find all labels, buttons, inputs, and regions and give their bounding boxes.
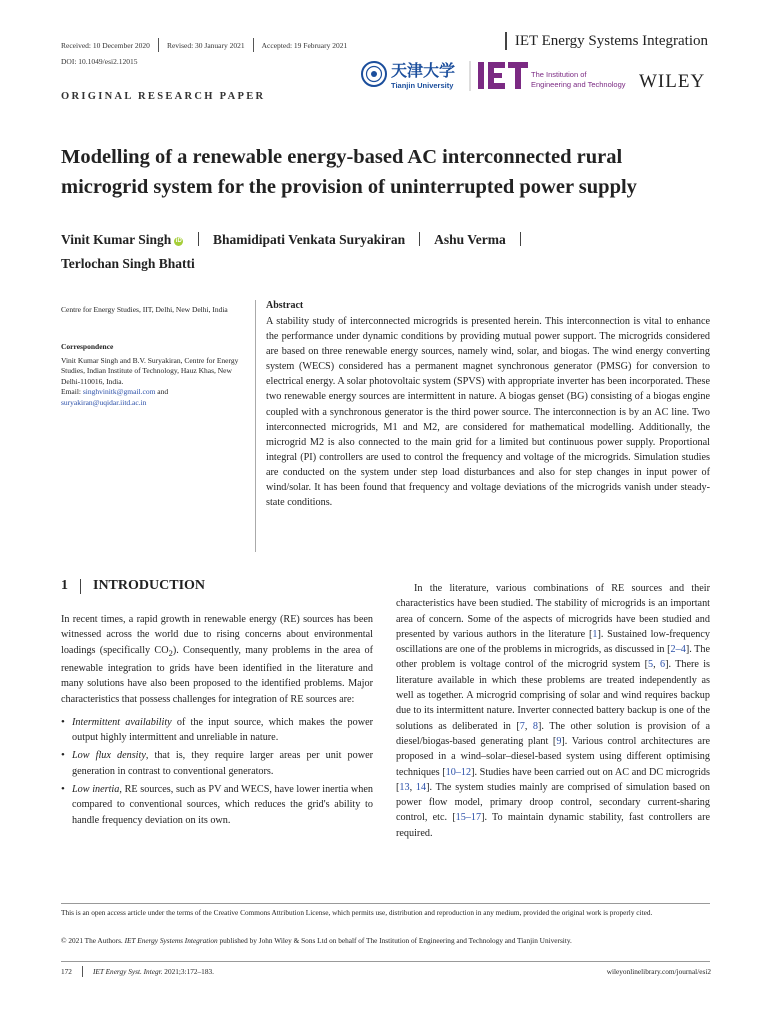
divider: [198, 232, 199, 246]
author[interactable]: Bhamidipati Venkata Suryakiran: [213, 232, 406, 247]
citation-link[interactable]: 9: [556, 735, 562, 747]
divider: [419, 232, 420, 246]
page-footer-divider: [61, 961, 710, 962]
submission-dates: [61, 38, 347, 52]
citation-link[interactable]: 1: [592, 628, 598, 640]
publisher-logos: [360, 59, 710, 93]
list-item: • Low inertia, RE sources, such as PV and WECS, have lower inertia when compared to conventional sources, which reduces the grid's ability to handle frequency deviation on its own.: [61, 782, 373, 828]
author[interactable]: Ashu Verma: [434, 232, 506, 247]
accepted-date: Accepted: 19 February 2021: [261, 40, 348, 50]
author-list: [61, 228, 711, 276]
divider: [505, 32, 507, 50]
citation-link[interactable]: 15–17: [455, 812, 482, 824]
paragraph: In recent times, a rapid growth in renewable energy (RE) sources has been witnessed across the world due to rising concerns about environmental loadings (specifically $CO_2$). Consequently, many problems in the area of renewable integration to grids have been identified in the literature and many solutions have also been proposed to the identified problems. Major characteristics that possess challenges for integration of RE sources are:: [61, 614, 373, 705]
tianjin-cn-logo: 天津大学: [391, 61, 456, 80]
citation-link[interactable]: 5: [648, 659, 654, 671]
divider: [82, 966, 83, 977]
license-note: This is an open access article under the terms of the Creative Commons Attribution License, which permits use, distribution and reproduction in any medium, provided the original work is properly cited.: [61, 908, 653, 917]
journal-title: IET Energy Systems Integration: [514, 32, 708, 49]
correspondence-text: Vinit Kumar Singh and B.V. Suryakiran, Centre for Energy Studies, Indian Institute of Technology, Hauz Khas, New Delhi-110016, India.: [61, 355, 239, 386]
divider: [158, 38, 159, 52]
tianjin-seal-icon: [362, 62, 386, 86]
revised-date: Revised: 30 January 2021: [166, 40, 245, 50]
author[interactable]: Terlochan Singh Bhatti: [61, 256, 195, 271]
iet-line2: Engineering and Technology: [531, 80, 626, 89]
author[interactable]: Vinit Kumar Singh: [61, 232, 172, 247]
email-link[interactable]: suryakiran@uqidar.iitd.ac.in: [61, 397, 147, 407]
wiley-logo: WILEY: [639, 71, 706, 92]
correspondence-heading: Correspondence: [61, 342, 114, 351]
abstract-heading: Abstract: [266, 300, 304, 311]
doi[interactable]: DOI: 10.1049/esi2.12015: [61, 57, 138, 66]
divider: [520, 232, 521, 246]
journal-url[interactable]: wileyonlinelibrary.com/journal/esi2: [606, 967, 711, 976]
citation-link[interactable]: 10–12: [445, 766, 472, 778]
iet-line1: The Institution of: [531, 70, 587, 79]
journal-name: [505, 32, 708, 50]
abstract: [255, 300, 710, 552]
footer-divider: [61, 903, 710, 904]
bullet-list: [61, 715, 373, 828]
right-column: [396, 581, 710, 841]
page-number: 172: [61, 967, 72, 976]
copyright-note: © 2021 The Authors. IET Energy Systems Integration published by John Wiley & Sons Ltd on behalf of The Institution of Engineering and Technology and Tianjin University.: [61, 936, 572, 945]
affiliation: Centre for Energy Studies, IIT, Delhi, New Delhi, India: [61, 305, 228, 314]
page-footer: [61, 966, 711, 977]
paper-title: Modelling of a renewable energy-based AC interconnected rural microgrid system for the provision of uninterrupted power supply: [61, 146, 637, 198]
paragraph: In the literature, various combinations of RE sources and their characteristics have been studied. The stability of microgrids is an important area of concern. Some of the aspects of microgrids have been studied and presented by various authors in the literature [1]. Sustained low-frequency oscillations are one of the problems in microgrids, as discussed in [2–4]. The other problem is voltage control of the microgrid system [5, 6]. There is literature available in which these problems are treated independently as well as together. A microgrid comprising of solar and wind requires backup due to its intermittent nature. Inverter connected battery backup is one of the solutions as deliberated in [7, 8]. The other solution is provision of a diesel/biogas-based generating plant [9]. Various control architectures are proposed in a wind–solar–diesel-based system using different optimising techniques [10–12]. Studies have been carried out on AC and DC microgrids [13, 14]. The system studies mainly are comprised of simulation based on power flow model, primary droop control, secondary current-sharing control, etc. [15–17]. To maintain dynamic stability, fast controllers are required.: [396, 583, 711, 839]
received-date: Received: 10 December 2020: [61, 40, 150, 50]
citation: IET Energy Syst. Integr. 2021;3:172–183.: [92, 967, 214, 976]
left-column: [61, 612, 373, 831]
section-heading: [61, 578, 205, 594]
list-item: • Intermittent availability of the input source, which makes the power output highly intermittent and unreliable in nature.: [61, 715, 373, 746]
email-label: Email:: [61, 387, 81, 396]
section-title: INTRODUCTION: [93, 578, 206, 593]
correspondence: [61, 342, 251, 408]
abstract-text: A stability study of interconnected microgrids is presented herein. This interconnection is vital to enhance the performance under dynamic conditions by providing mutual power support. The microgrids considered are based on three renewable energy sources, namely wind, solar, and biogas. The wind energy converting system (WECS) considered has a permanent magnet synchronous generator (PMSG) for conversion to electrical energy. A solar photovoltaic system (SPVS) with appropriate inverter has been incorporated. These two renewable energy sources are intermittent in nature. A biogas genset (BG) consisting of a biogas engine coupled with a synchronous generator is the third power source. The interconnection is by an AC line. Two interconnected microgrids, M1 and M2, are considered for mathematical modelling. Additionally, the microgrid M2 is also connected to the main grid for a limited but continuous power supply. Proportional integral (PI) controllers are used to control the frequency and voltage of the microgrids. Simulation studies are conducted on the system under step load disturbances and also for step changes in input power of wind/solar. It has been found that frequency and voltage deviations of the microgrids vanish under steady-state conditions.: [266, 316, 710, 509]
citation-link[interactable]: 13: [399, 781, 410, 793]
iet-logo-icon: [478, 62, 528, 89]
list-item: • Low flux density, that is, they require larger areas per unit power generation in contrast to conventional generators.: [61, 748, 373, 779]
orcid-icon[interactable]: iD: [175, 238, 182, 244]
article-type: ORIGINAL RESEARCH PAPER: [61, 91, 266, 102]
citation-link[interactable]: 2–4: [670, 644, 686, 656]
section-number: 1: [61, 578, 68, 593]
divider: [80, 579, 81, 594]
email-link[interactable]: singhvinitk@gmail.com: [82, 387, 156, 396]
citation-link[interactable]: 7: [519, 720, 525, 732]
and-text: and: [157, 387, 169, 396]
citation-link[interactable]: 8: [532, 720, 538, 732]
logos-svg: [360, 59, 710, 93]
tianjin-en-logo: Tianjin University: [391, 81, 454, 90]
citation-link[interactable]: 6: [660, 659, 666, 671]
divider: [253, 38, 254, 52]
citation-link[interactable]: 14: [415, 781, 427, 793]
